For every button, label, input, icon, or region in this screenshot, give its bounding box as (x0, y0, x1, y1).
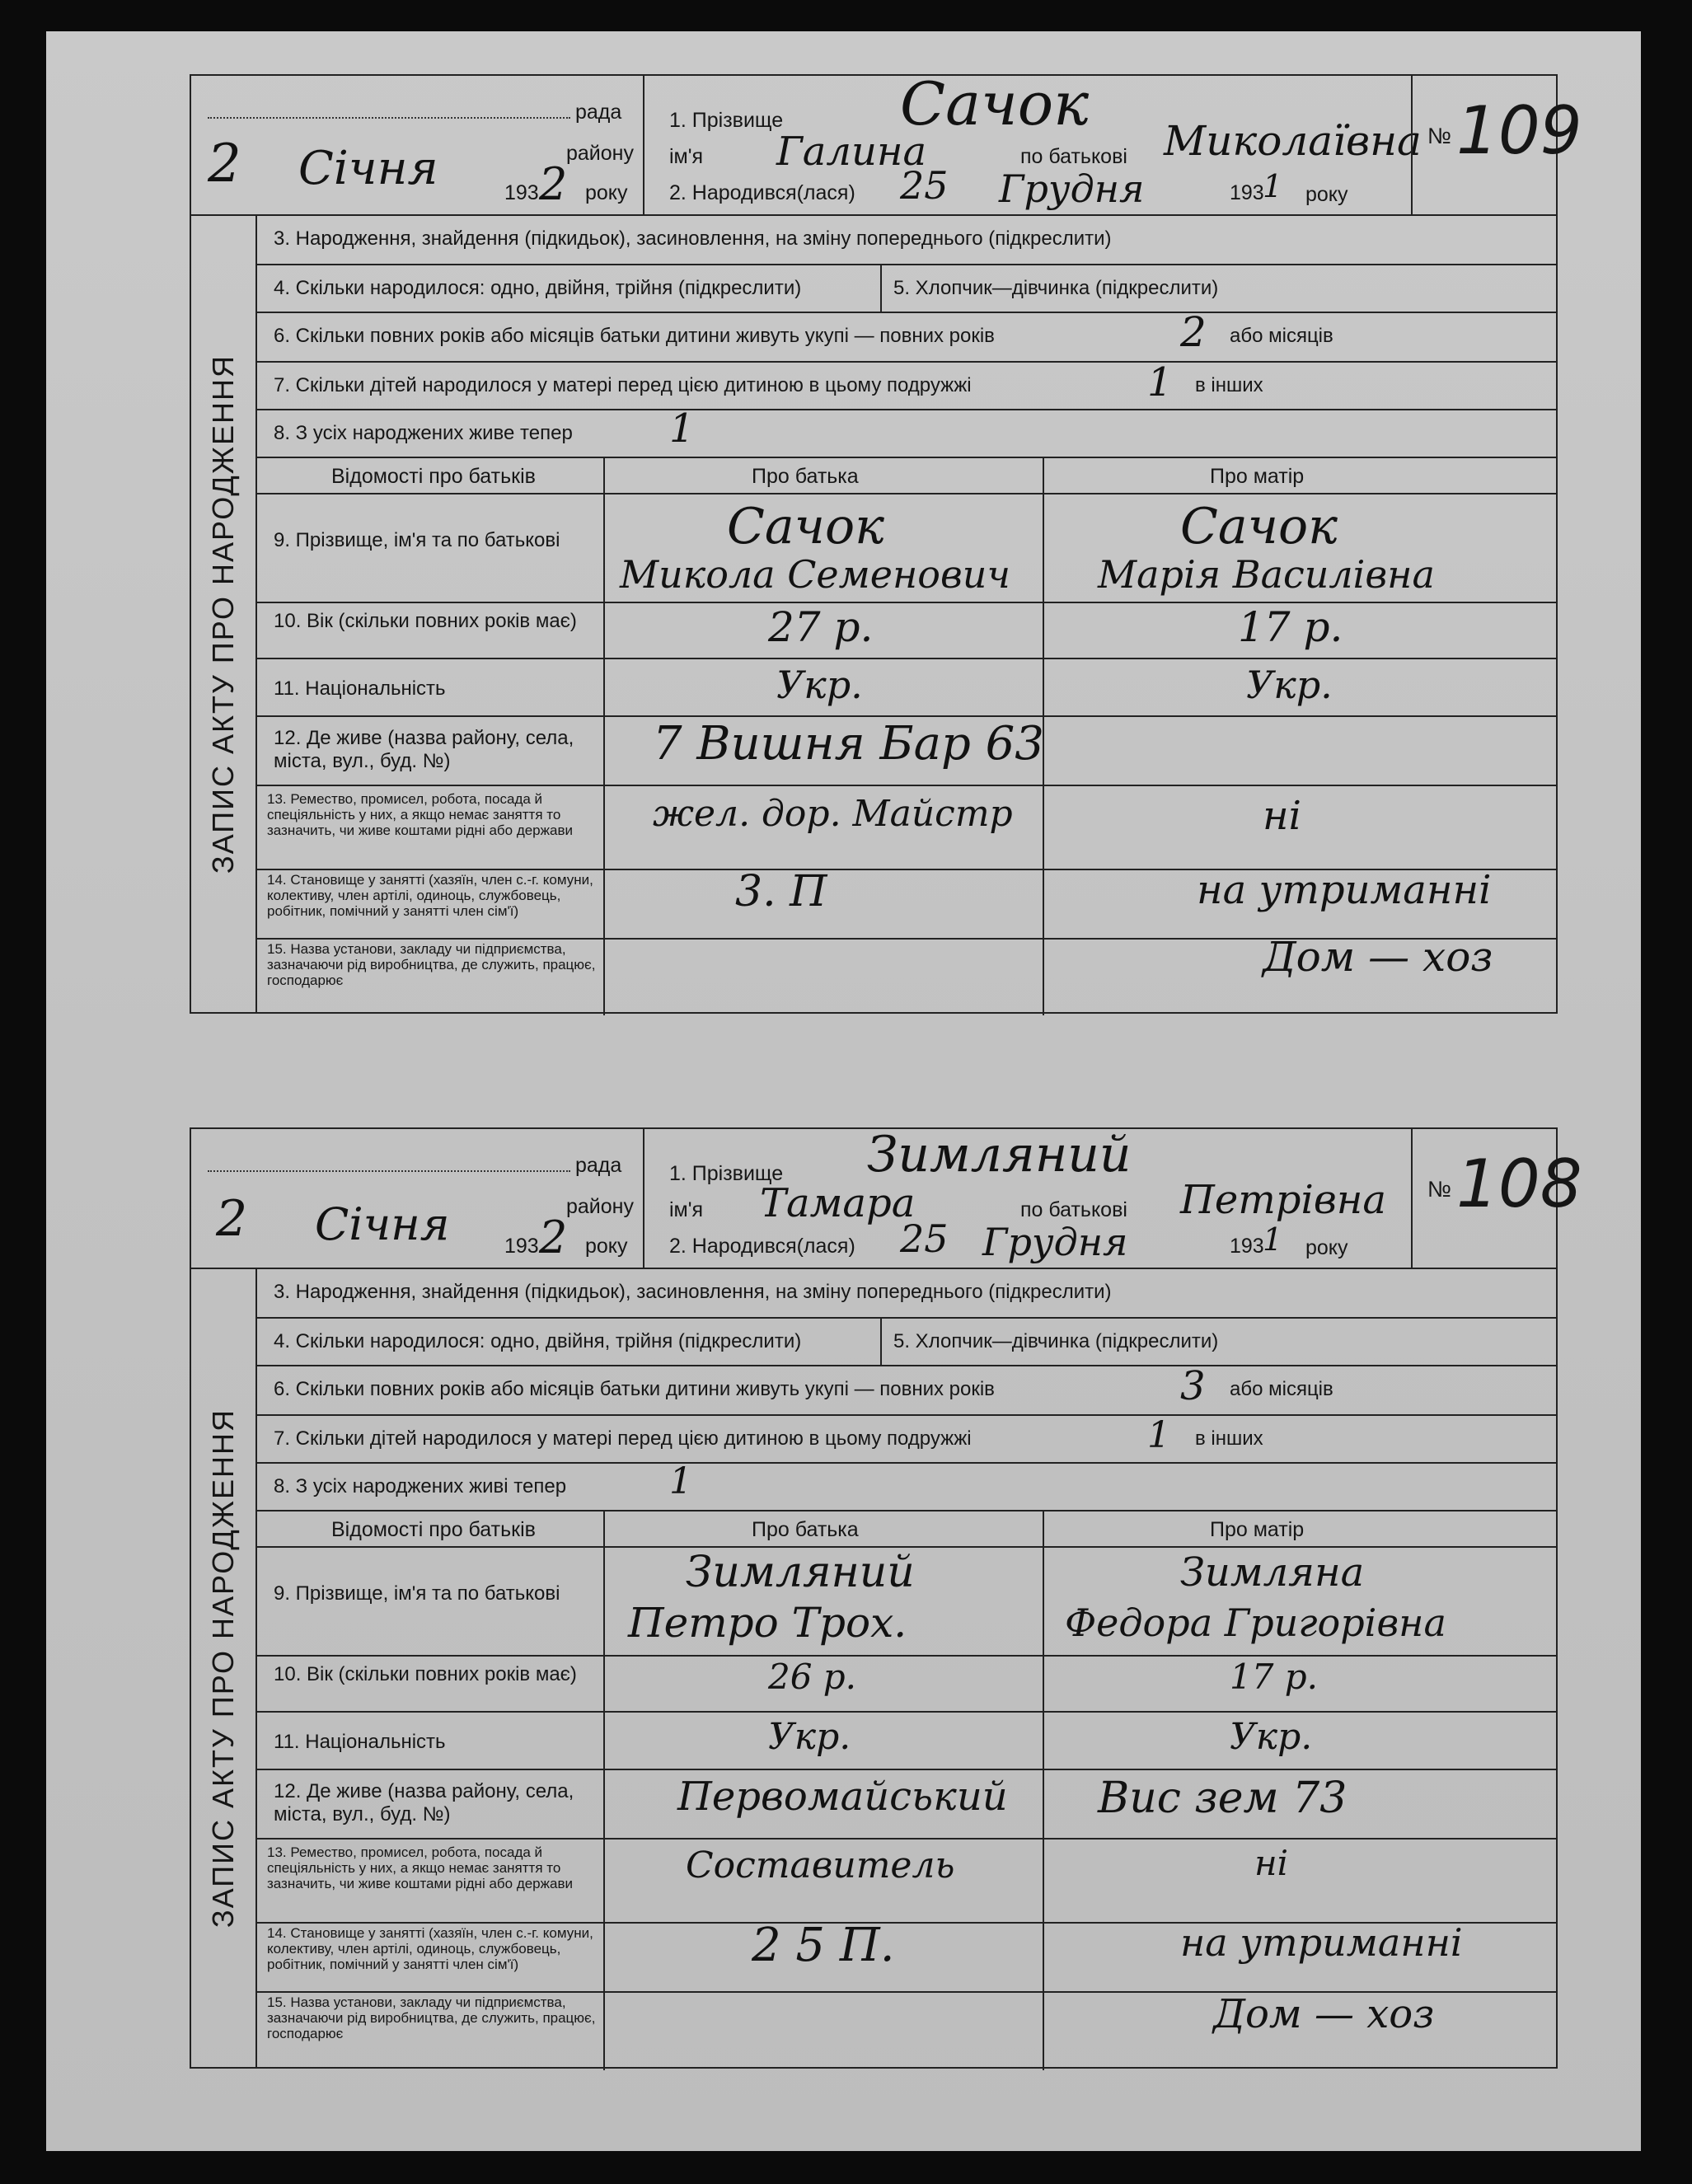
reg-month: Січня (298, 142, 438, 195)
mother-surname: Сачок (1180, 498, 1338, 555)
father-occupation: Составитель (686, 1844, 955, 1886)
year-label: року (585, 1235, 628, 1258)
r14-label: 14. Становище у занятті (хазяїн, член с.-г. комуни, колективу, член артілі, одиноць, службовець, робітник, помічний у занятті член сім'ї) (267, 1925, 593, 1972)
years-together: 2 (1180, 308, 1207, 356)
children-before: 1 (1147, 1414, 1170, 1456)
child-surname: Зимляний (867, 1126, 1132, 1183)
divider (255, 457, 1558, 458)
children-before: 1 (1147, 359, 1173, 405)
divider (255, 361, 1558, 363)
r15-label: 15. Назва установи, закладу чи підприємства, зазначаючи рід виробництва, де служить, працює, господарює (267, 1994, 596, 2041)
birth-month: Грудня (982, 1220, 1128, 1264)
divider (255, 264, 1558, 265)
col-divider (603, 1510, 605, 2070)
name-label: ім'я (669, 1198, 704, 1221)
r12-label: 12. Де живе (назва району, села, міста, вул., буд. №) (274, 1780, 574, 1825)
living-now: 1 (669, 1460, 692, 1502)
father-occupation: жел. дор. Майстр (653, 793, 1013, 835)
child-first-name: Галина (776, 129, 927, 175)
mother-workplace: Дом — хоз (1213, 1991, 1435, 2037)
r11-label: 11. Національність (274, 1731, 446, 1753)
father-name: Петро Трох. (628, 1599, 907, 1647)
mother-age: 17 р. (1230, 1657, 1319, 1697)
divider (255, 1462, 1558, 1464)
raion-label: району (566, 1195, 634, 1218)
mother-surname: Зимляна (1180, 1549, 1365, 1596)
birth-year-label: року (1305, 1236, 1348, 1259)
rada-line (208, 117, 570, 119)
r10-label: 10. Вік (скільки повних років має) (274, 610, 577, 632)
divider (255, 1769, 1558, 1770)
record-number: 108 (1456, 1146, 1582, 1222)
year-label: року (585, 181, 628, 204)
reg-year-prefix: 193 (504, 1235, 539, 1258)
divider (255, 1317, 1558, 1319)
reg-day: 2 (208, 134, 241, 194)
child-patronymic: Миколаївна (1164, 117, 1422, 165)
record-header (191, 69, 1582, 216)
birth-year: 1 (1263, 1221, 1283, 1258)
birth-month: Грудня (999, 166, 1145, 211)
mother-header: Про матір (1210, 1518, 1305, 1541)
q5-text: 5. Хлопчик—дівчинка (підкреслити) (893, 277, 1219, 299)
child-surname: Сачок (900, 69, 1090, 138)
q7-other: в інших (1195, 1427, 1263, 1450)
divider (255, 1838, 1558, 1840)
mother-status: на утриманні (1197, 867, 1492, 913)
child-first-name: Тамара (760, 1180, 916, 1226)
mother-occupation: ні (1263, 793, 1301, 839)
reg-year-prefix: 193 (504, 181, 539, 204)
birth-year-prefix: 193 (1230, 1235, 1264, 1258)
parents-header: Відомості про батьків (331, 465, 536, 488)
rada-label: рада (575, 1154, 622, 1177)
name-label: ім'я (669, 145, 704, 168)
divider (255, 1711, 1558, 1713)
record-header (191, 1126, 1582, 1269)
divider (255, 602, 1558, 603)
mother-name: Марія Василівна (1098, 552, 1435, 597)
divider (255, 409, 1558, 410)
q7-text: 7. Скільки дітей народилося у матері перед цією дитиною в цьому подружжі (274, 1427, 972, 1450)
r10-label: 10. Вік (скільки повних років має) (274, 1663, 577, 1685)
divider (255, 1414, 1558, 1416)
mother-residence: Вис зем 73 (1098, 1774, 1348, 1823)
divider (255, 493, 1558, 494)
q3-text: 3. Народження, знайдення (підкидьок), засиновлення, на зміну попереднього (підкреслити) (274, 1281, 1112, 1303)
born-label: 2. Народився(лася) (669, 1235, 855, 1258)
divider (255, 1365, 1558, 1366)
r12-label: 12. Де живе (назва району, села, міста, вул., буд. №) (274, 727, 574, 772)
father-nationality: Укр. (776, 663, 863, 707)
q4-text: 4. Скільки народилося: одно, двійня, трійня (підкреслити) (274, 277, 802, 299)
registration-date-block (191, 76, 644, 214)
reg-month: Січня (315, 1198, 450, 1250)
divider (880, 1317, 882, 1365)
record-number: 109 (1456, 92, 1582, 169)
q7-text: 7. Скільки дітей народилося у матері перед цією дитиною в цьому подружжі (274, 374, 972, 396)
record-number-label: № (1427, 1177, 1451, 1202)
q5-text: 5. Хлопчик—дівчинка (підкреслити) (893, 1330, 1219, 1352)
reg-year: 2 (539, 158, 568, 210)
father-header: Про батька (752, 1518, 859, 1541)
father-header: Про батька (752, 465, 859, 488)
father-nationality: Укр. (768, 1716, 851, 1758)
record-number-label: № (1427, 124, 1451, 148)
divider (880, 264, 882, 312)
father-residence: 7 Вишня Бар 63 (653, 717, 1044, 771)
q6-months: або місяців (1230, 1378, 1333, 1400)
mother-occupation: ні (1254, 1843, 1289, 1883)
father-age: 26 р. (768, 1657, 857, 1697)
divider (255, 658, 1558, 659)
father-name: Микола Семенович (620, 552, 1011, 597)
col-divider (1043, 1510, 1044, 2070)
living-now: 1 (669, 405, 695, 452)
q6-months: або місяців (1230, 325, 1333, 347)
divider (255, 312, 1558, 313)
father-age: 27 р. (768, 603, 874, 651)
mother-nationality: Укр. (1246, 663, 1333, 707)
q7-other: в інших (1195, 374, 1263, 396)
father-surname: Зимляний (686, 1548, 915, 1597)
side-title-column (191, 214, 257, 1014)
rada-label: рада (575, 101, 622, 124)
reg-year: 2 (539, 1212, 568, 1263)
q6-text: 6. Скільки повних років або місяців батьки дитини живуть укупі — повних років (274, 325, 995, 347)
mother-name: Федора Григорівна (1065, 1601, 1446, 1645)
q8-text: 8. З усіх народжених живі тепер (274, 1475, 567, 1497)
born-label: 2. Народився(лася) (669, 181, 855, 204)
birth-year-prefix: 193 (1230, 181, 1264, 204)
divider (255, 785, 1558, 786)
mother-nationality: Укр. (1230, 1716, 1313, 1758)
col-divider (603, 457, 605, 1015)
divider (255, 1510, 1558, 1511)
side-title-column (191, 1268, 257, 2069)
r15-label: 15. Назва установи, закладу чи підприємства, зазначаючи рід виробництва, де служить, працює, господарює (267, 941, 596, 988)
child-patronymic: Петрівна (1180, 1177, 1387, 1223)
raion-label: району (566, 142, 634, 165)
q3-text: 3. Народження, знайдення (підкидьок), засиновлення, на зміну попереднього (підкреслити) (274, 227, 1112, 250)
mother-workplace: Дом — хоз (1263, 933, 1493, 981)
registration-date-block (191, 1129, 644, 1268)
r13-label: 13. Ремество, промисел, робота, посада й спеціяльність у них, а якщо немає заняття то зазначить, чи живе коштами рідні або держави (267, 1844, 573, 1891)
father-residence: Первомайський (677, 1774, 1008, 1820)
r9-label: 9. Прізвище, ім'я та по батькові (274, 1582, 560, 1605)
birth-record-form-2 (190, 1126, 1582, 2069)
patronymic-label: по батькові (1020, 1198, 1127, 1221)
mother-age: 17 р. (1238, 603, 1343, 651)
rada-line (208, 1170, 570, 1172)
father-status: 2 5 П. (752, 1919, 895, 1972)
divider (255, 1655, 1558, 1657)
birth-year-label: року (1305, 183, 1348, 206)
q4-text: 4. Скільки народилося: одно, двійня, трійня (підкреслити) (274, 1330, 802, 1352)
reg-day: 2 (216, 1190, 248, 1248)
years-together: 3 (1180, 1363, 1206, 1409)
r13-label: 13. Ремество, промисел, робота, посада й спеціяльність у них, а якщо немає заняття то зазначить, чи живе коштами рідні або держави (267, 791, 573, 838)
r11-label: 11. Національність (274, 677, 446, 700)
father-surname: Сачок (727, 498, 884, 555)
surname-label: 1. Прізвище (669, 1162, 784, 1185)
birth-day: 25 (900, 1216, 949, 1261)
side-title: ЗАПИС АКТУ ПРО НАРОДЖЕННЯ (206, 1408, 240, 1929)
r9-label: 9. Прізвище, ім'я та по батькові (274, 529, 560, 551)
birth-day: 25 (900, 163, 949, 208)
birth-year: 1 (1263, 168, 1283, 204)
parents-header: Відомості про батьків (331, 1518, 536, 1541)
surname-label: 1. Прізвище (669, 109, 784, 132)
side-title: ЗАПИС АКТУ ПРО НАРОДЖЕННЯ (206, 354, 240, 874)
mother-header: Про матір (1210, 465, 1305, 488)
father-status: 3. П (735, 867, 827, 916)
mother-status: на утриманні (1180, 1920, 1463, 1965)
q6-text: 6. Скільки повних років або місяців батьки дитини живуть укупі — повних років (274, 1378, 995, 1400)
patronymic-label: по батькові (1020, 145, 1127, 168)
q8-text: 8. З усіх народжених живе тепер (274, 422, 573, 444)
r14-label: 14. Становище у занятті (хазяїн, член с.-г. комуни, колективу, член артілі, одиноць, службовець, робітник, помічний у занятті член сім'ї) (267, 872, 593, 919)
birth-record-form-1 (190, 69, 1582, 1014)
